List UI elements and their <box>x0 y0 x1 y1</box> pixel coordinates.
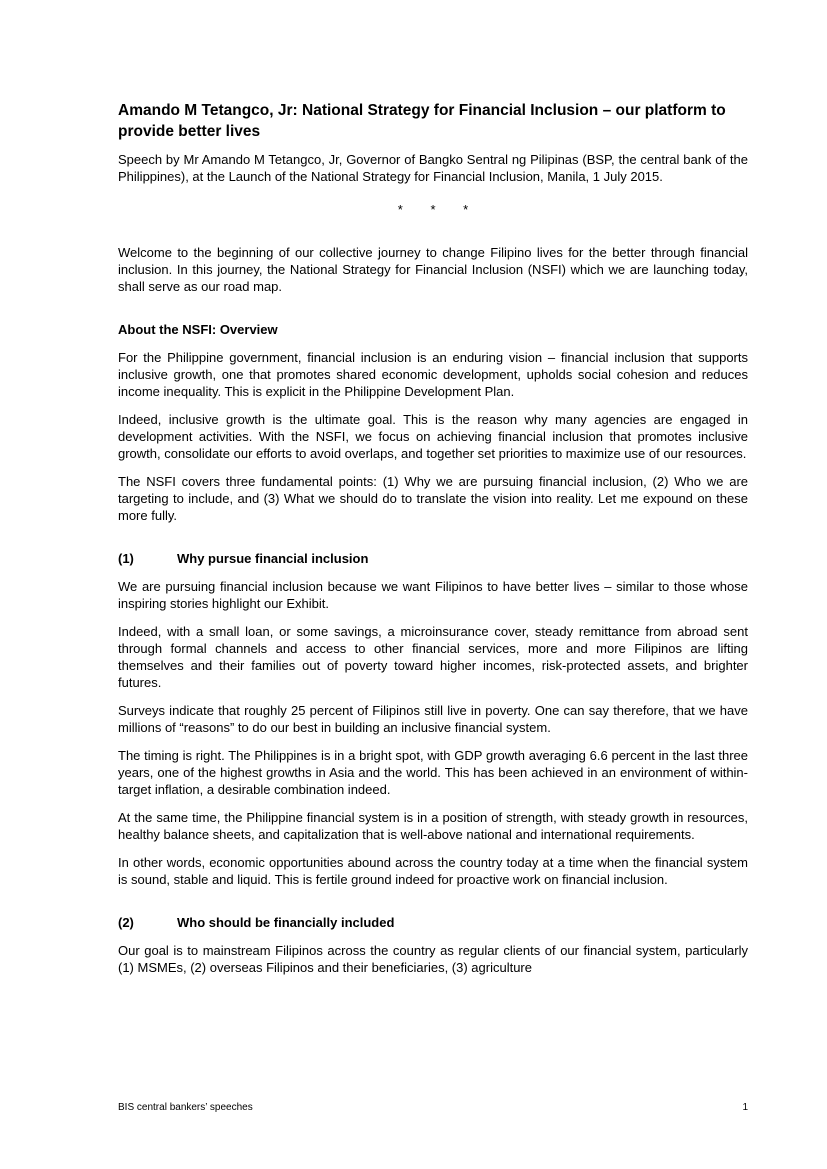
section-heading-why-pursue <box>118 550 748 567</box>
paragraph: We are pursuing financial inclusion because we want Filipinos to have better lives – similar to those whose inspiring stories highlight our Exhibit. <box>118 579 748 611</box>
section-heading-overview <box>118 321 748 338</box>
section-heading-text: About the NSFI: Overview <box>118 322 278 337</box>
paragraph: At the same time, the Philippine financial system is in a position of strength, with steady growth in resources, healthy balance sheets, and capitalization that is well-above national and international requirements. <box>118 810 748 842</box>
paragraph: Indeed, inclusive growth is the ultimate goal. This is the reason why many agencies are engaged in development activities. With the NSFI, we focus on achieving financial inclusion that promotes inclusive growth, consolidate our efforts to avoid overlaps, and together set priorities to maximize use of our resources. <box>118 412 748 461</box>
section-heading-number: (2) <box>118 915 134 930</box>
section-heading-number: (1) <box>118 551 134 566</box>
paragraph: Indeed, with a small loan, or some savings, a microinsurance cover, steady remittance from abroad sent through formal channels and access to other financial services, more and more Filipinos are lifting themselves and their families out of poverty toward higher incomes, risk-protected assets, and brighter futures. <box>118 624 748 690</box>
speech-meta: Speech by Mr Amando M Tetangco, Jr, Governor of Bangko Sentral ng Pilipinas (BSP, the central bank of the Philippines), at the Launch of the National Strategy for Financial Inclusion, Manila, 1 July 2015. <box>118 152 748 184</box>
document-title: Amando M Tetangco, Jr: National Strategy for Financial Inclusion – our platform to provide better lives <box>118 102 726 140</box>
section-separator: * * * <box>397 202 469 217</box>
paragraph: The NSFI covers three fundamental points: (1) Why we are pursuing financial inclusion, (2) Who we are targeting to include, and (3) What we should do to translate the vision into reality. Let me expound on these more fully. <box>118 474 748 523</box>
footer-label: BIS central bankers’ speeches <box>118 1102 253 1113</box>
paragraph: Our goal is to mainstream Filipinos across the country as regular clients of our financial system, particularly (1) MSMEs, (2) overseas Filipinos and their beneficiaries, (3) agriculture <box>118 943 748 975</box>
section-heading-text: Who should be financially included <box>177 915 395 930</box>
section-heading-who-included <box>118 914 748 931</box>
paragraph: For the Philippine government, financial inclusion is an enduring vision – financial inclusion that supports inclusive growth, one that promotes shared economic development, upholds social cohesion and reduces income inequality. This is explicit in the Philippine Development Plan. <box>118 350 748 399</box>
page-footer <box>118 1101 748 1114</box>
paragraph: In other words, economic opportunities abound across the country today at a time when the financial system is sound, stable and liquid. This is fertile ground indeed for proactive work on financial inclusion. <box>118 855 748 887</box>
paragraph: Surveys indicate that roughly 25 percent of Filipinos still live in poverty. One can say therefore, that we have millions of “reasons” to do our best in building an inclusive financial system. <box>118 703 748 735</box>
lead-paragraph: Welcome to the beginning of our collective journey to change Filipino lives for the better through financial inclusion. In this journey, the National Strategy for Financial Inclusion (NSFI) which we are launching today, shall serve as our road map. <box>118 245 748 294</box>
footer-page-number: 1 <box>742 1102 748 1113</box>
paragraph: The timing is right. The Philippines is in a bright spot, with GDP growth averaging 6.6 percent in the last three years, one of the highest growths in Asia and the world. This has been achieved in an environment of within-target inflation, a desirable combination indeed. <box>118 748 748 797</box>
section-heading-text: Why pursue financial inclusion <box>177 551 369 566</box>
